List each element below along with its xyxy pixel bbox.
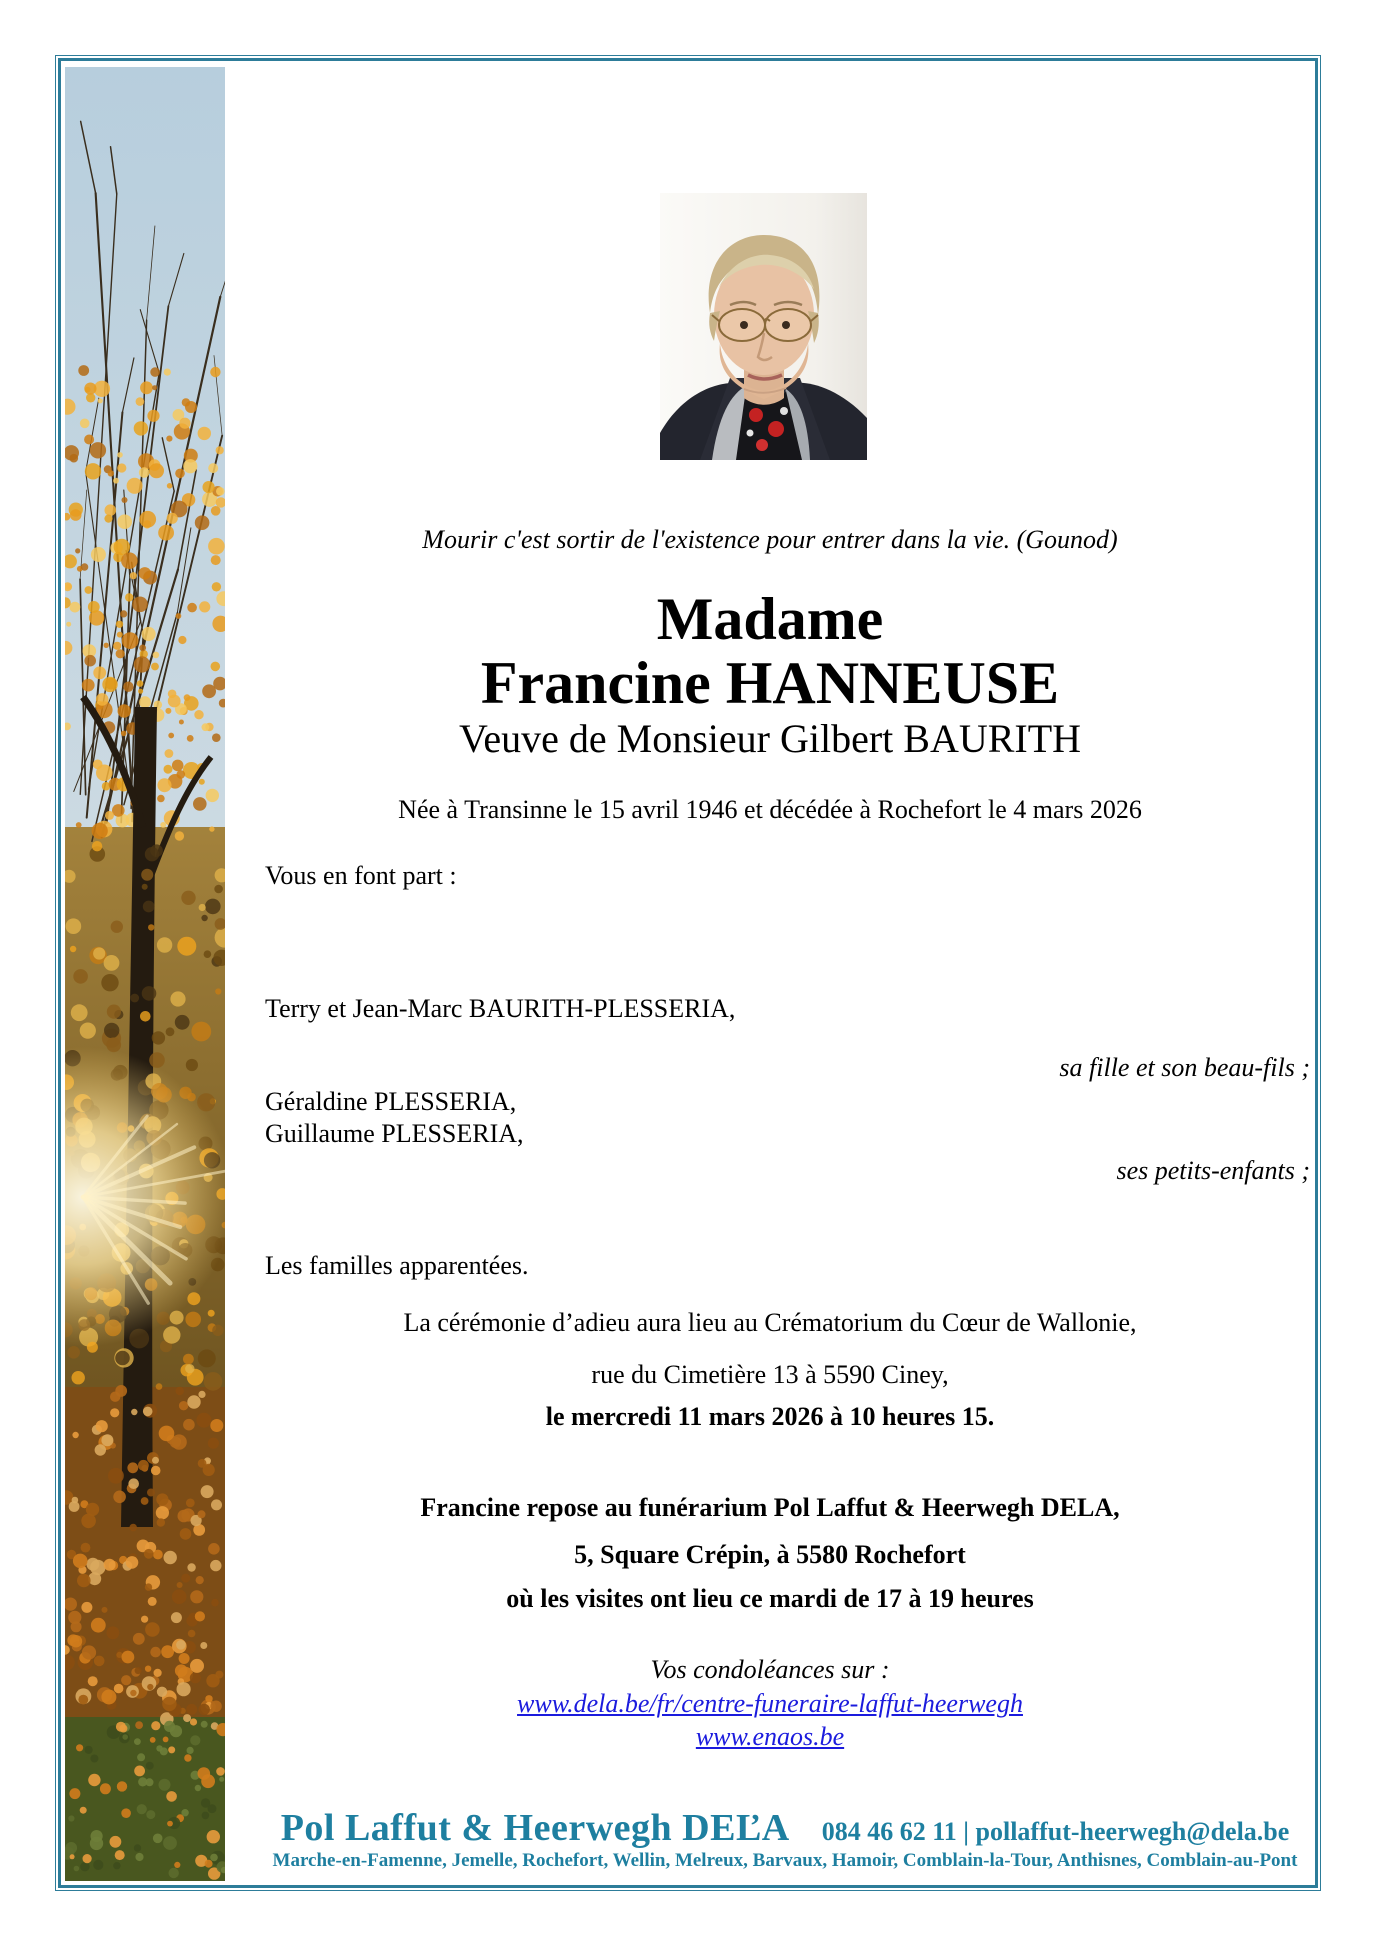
autumn-sidebar-photo [65, 67, 225, 1881]
condolences-label: Vos condoléances sur : [650, 1655, 890, 1684]
portrait-photo [660, 193, 867, 460]
families-closing-line: Les familles apparentées. [265, 1251, 529, 1280]
funeral-home-logo: Pol Laffut & Heerwegh DEĽA [280, 1807, 790, 1849]
condolence-link-enaos[interactable]: www.enaos.be [695, 1722, 845, 1751]
repose-line-3: où les visites ont lieu ce mardi de 17 à 19 heures [506, 1584, 1034, 1613]
footer-brand-row [230, 1806, 1340, 1850]
relation-line-2: ses petits-enfants ; [1116, 1156, 1310, 1185]
ceremony-line-3: le mercredi 11 mars 2026 à 10 heures 15. [545, 1402, 995, 1431]
family-line-3: Guillaume PLESSERIA, [265, 1119, 524, 1148]
footer-locations: Marche-en-Famenne, Jemelle, Rochefort, Wellin, Melreux, Barvaux, Hamoir, Comblain-la-Tour, Anthisnes, Comblain-au-Pont [272, 1850, 1298, 1871]
deceased-title: Madame [656, 586, 884, 652]
deceased-name: Francine HANNEUSE [480, 650, 1060, 716]
family-line-2: Géraldine PLESSERIA, [265, 1087, 517, 1116]
ceremony-line-2: rue du Cimetière 13 à 5590 Ciney, [591, 1360, 949, 1389]
intro-line: Vous en font part : [265, 861, 457, 890]
life-dates-line: Née à Transinne le 15 avril 1946 et décédée à Rochefort le 4 mars 2026 [398, 795, 1142, 824]
quote-text: Mourir c'est sortir de l'existence pour entrer dans la vie. (Gounod) [422, 525, 1118, 554]
condolence-link-dela[interactable]: www.dela.be/fr/centre-funeraire-laffut-heerwegh [517, 1689, 1023, 1718]
repose-line-1: Francine repose au funérarium Pol Laffut & Heerwegh DELA, [420, 1493, 1120, 1522]
repose-line-2: 5, Square Crépin, à 5580 Rochefort [574, 1540, 966, 1569]
ceremony-line-1: La cérémonie d’adieu aura lieu au Crématorium du Cœur de Wallonie, [403, 1308, 1137, 1337]
footer-contact: 084 46 62 11 | pollaffut-heerwegh@dela.be [821, 1817, 1290, 1846]
widow-line: Veuve de Monsieur Gilbert BAURITH [458, 716, 1082, 761]
relation-line-1: sa fille et son beau-fils ; [1059, 1053, 1310, 1082]
family-line-1: Terry et Jean-Marc BAURITH-PLESSERIA, [265, 994, 736, 1023]
